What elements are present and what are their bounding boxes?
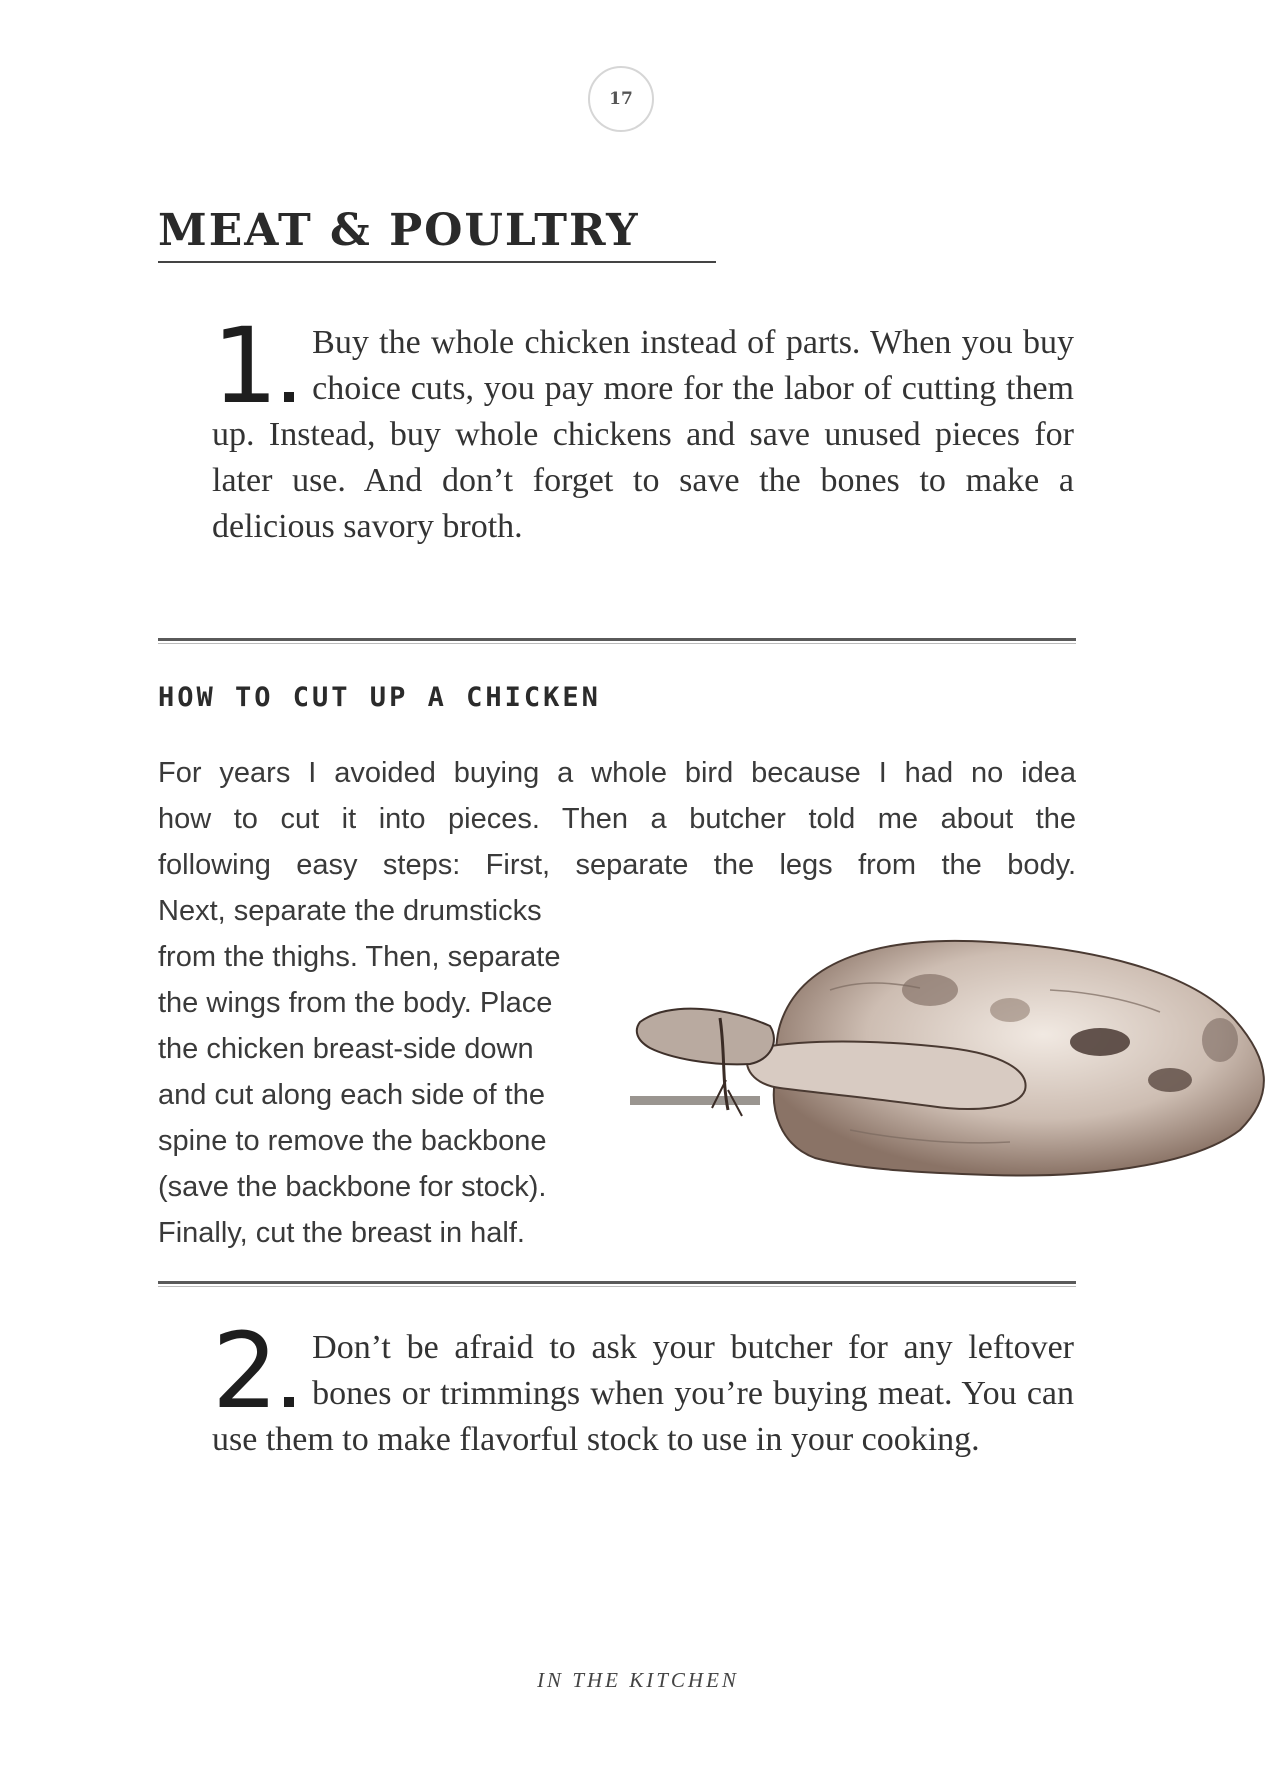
sidebar-line: Finally, cut the breast in half.: [158, 1217, 525, 1249]
sidebar-line: the wings from the body. Place: [158, 987, 553, 1019]
sidebar-line: For years I avoided buying a whole bird because I had no idea: [158, 757, 1076, 789]
chapter-title: MEAT & POULTRY: [158, 205, 640, 256]
sidebar-line: and cut along each side of the: [158, 1079, 545, 1111]
sidebar-line: spine to remove the backbone: [158, 1125, 547, 1157]
sidebar-line: the chicken breast-side down: [158, 1033, 534, 1065]
section-divider: [158, 638, 1076, 644]
tip-number-2: 2: [212, 1329, 294, 1417]
title-underline: [158, 261, 716, 263]
page-footer: IN THE KITCHEN: [537, 1668, 739, 1692]
sidebar-line: from the thighs. Then, separate: [158, 941, 561, 973]
section-divider: [158, 1281, 1076, 1287]
roast-chicken-illustration: [630, 930, 1276, 1190]
tip-1: [212, 305, 1074, 550]
tip-2: [212, 1310, 1074, 1463]
sidebar-line: Next, separate the drumsticks: [158, 895, 542, 927]
page-number-text: 17: [609, 89, 633, 109]
tip-text-1: Buy the whole chicken instead of parts. When you buy choice cuts, you pay more for the labor of cutting them up. Instead, buy whole chickens and save unused pieces for later use. And don’t forget to save the bones to make a delicious savory broth.: [212, 324, 1074, 545]
page-number: [588, 66, 654, 132]
sidebar-line: (save the backbone for stock).: [158, 1171, 547, 1203]
sidebar-line: following easy steps: First, separate the legs from the body.: [158, 849, 1076, 881]
sidebar-line: how to cut it into pieces. Then a butcher told me about the: [158, 803, 1076, 835]
tip-text-2: Don’t be afraid to ask your butcher for any leftover bones or trimmings when you’re buying meat. You can use them to make flavorful stock to use in your cooking.: [212, 1329, 1074, 1458]
sidebar-heading: HOW TO CUT UP A CHICKEN: [158, 682, 601, 713]
tip-number-1: 1: [212, 324, 294, 412]
